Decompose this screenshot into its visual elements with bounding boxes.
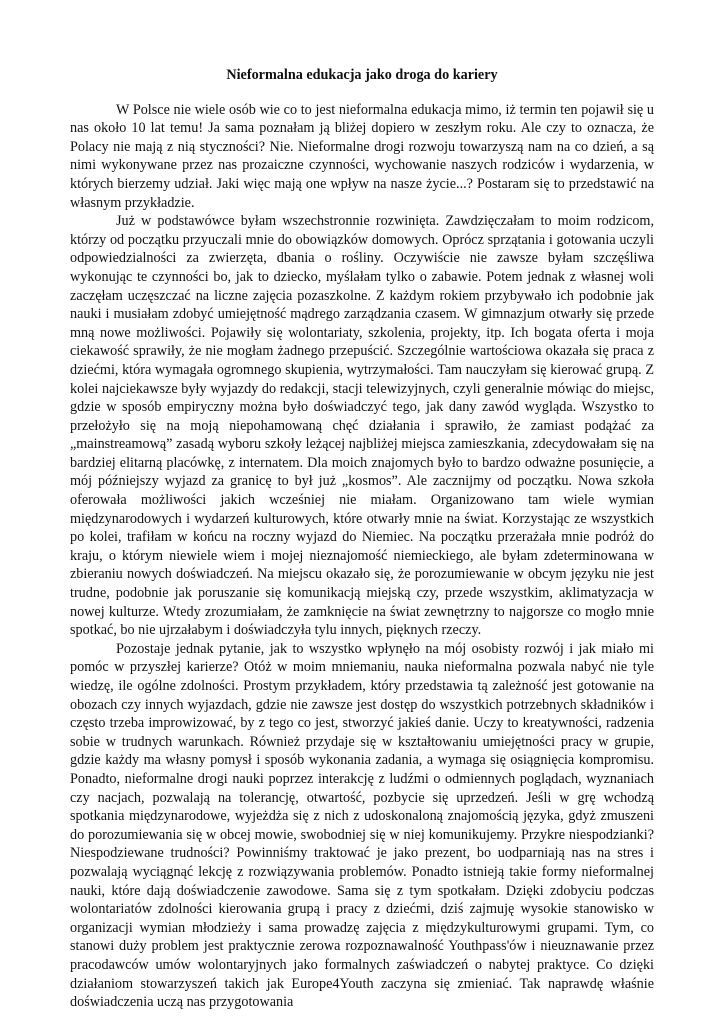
- document-body: [70, 66, 654, 1012]
- paragraph-reflection: Pozostaje jednak pytanie, jak to wszystko wpłynęło na mój osobisty rozwój i jak miało mi pomóc w przyszłej karierze? Otóż w moim mniemaniu, nauka nieformalna pozwala nabyć nie tyle wiedzę, ile ogólne zdolności. Prostym przykładem, który przedstawia tą zależność jest gotowanie na obozach czy innych wyjazdach, gdzie nie zawsze jest dostęp do wszystkich potrzebnych składników i często trzeba improwizować, by z tego co jest, stworzyć jakieś danie. Uczy to kreatywności, radzenia sobie w trudnych warunkach. Również przydaje się w kształtowaniu umiejętności pracy w grupie, gdzie każdy ma własny pomysł i sposób wykonania zadania, a wymaga się osiągnięcia kompromisu. Ponadto, nieformalne drogi nauki poprzez interakcję z ludźmi o odmiennych poglądach, wyznaniach czy nacjach, pozwalają na tolerancję, otwartość, pozbycie się uprzedzeń. Jeśli w grę wchodzą spotkania międzynarodowe, wyjeżdża się z nich z udoskonaloną znajomością języka, gdyż zmuszeni do porozumiewania się w obcej mowie, swobodniej się w niej komunikujemy. Przykre niespodzianki? Niespodziewane trudności? Powinniśmy traktować je jako prezent, bo uodparniają nas na stres i pozwalają wyciągnąć lekcję z rozwiązywania problemów. Ponadto istnieją takie formy nieformalnej nauki, które dają doświadczenie zawodowe. Sama się z tym spotkałam. Dzięki zdobyciu podczas wolontariatów zdolności kierowania grupą i pracy z dziećmi, dziś zajmuję wysokie stanowisko w organizacji wymian młodzieży i sama prowadzę zajęcia z międzykulturowymi grupami. Tym, co stanowi duży problem jest praktycznie zerowa rozpoznawalność Youthpass'ów i nieuznawanie przez pracodawców umów wolontaryjnych jako formalnych zaświadczeń o nabytej praktyce. Co dzięki działaniom stowarzyszeń takich jak Europe4Youth zaczyna się zmieniać. Tak naprawdę właśnie doświadczenia uczą nas przygotowania: [70, 640, 654, 1011]
- paragraph-intro: W Polsce nie wiele osób wie co to jest nieformalna edukacja mimo, iż termin ten pojawił się u nas około 10 lat temu! Ja sama poznałam ją bliżej dopiero w zeszłym roku. Ale czy to oznacza, że Polacy nie mają z nią styczności? Nie. Nieformalne drogi rozwoju towarzyszą nam na co dzień, a są nimi wykonywane przez nas prozaiczne czynności, wychowanie naszych rodziców i wydarzenia, w których bierzemy udział. Jaki więc mają one wpływ na nasze życie...? Postaram się to przedstawić na własnym przykładzie.: [70, 101, 654, 211]
- document-title: Nieformalna edukacja jako droga do kariery: [226, 67, 498, 83]
- paragraph-experience: Już w podstawówce byłam wszechstronnie rozwinięta. Zawdzięczałam to moim rodzicom, którzy od początku przyuczali mnie do obowiązków domowych. Oprócz sprzątania i gotowania uczyli odpowiedzialności za zwierzęta, dbania o rośliny. Oczywiście nie zawsze byłam szczęśliwa wykonując te czynności bo, jak to dziecko, myślałam tylko o zabawie. Potem jednak z własnej woli zaczęłam uczęszczać na liczne zajęcia pozaszkolne. Z każdym rokiem przybywało ich podobnie jak nauki i musiałam zdobyć umiejętność mądrego zarządzania czasem. W gimnazjum otwarły się przede mną nowe możliwości. Pojawiły się wolontariaty, szkolenia, projekty, itp. Ich bogata oferta i moja ciekawość sprawiły, że nie mogłam żadnego przepuścić. Szczególnie wartościowa okazała się praca z dziećmi, która wymagała ogromnego skupienia, wytrzymałości. Tam nauczyłam się kierować grupą. Z kolei najciekawsze były wyjazdy do redakcji, stacji telewizyjnych, czyli generalnie mówiąc do miejsc, gdzie w sposób empiryczny można było doświadczyć tego, jak dany zawód wygląda. Wszystko to przełożyło się na moją niepohamowaną chęć działania i sprawiło, że zamiast podążać za „mainstreamową” zasadą wyboru szkoły leżącej najbliżej miejsca zamieszkania, zdecydowałam się na bardziej elitarną placówkę, z internatem. Dla moich znajomych było to bardzo odważne posunięcie, a mój późniejszy wyjazd za granicę to był już „kosmos”. Ale zacznijmy od początku. Nowa szkoła oferowała możliwości jakich wcześniej nie miałam. Organizowano tam wiele wymian międzynarodowych i wydarzeń kulturowych, które otwarły mnie na świat. Korzystając ze wszystkich po kolei, trafiłam w końcu na roczny wyjazd do Niemiec. Na początku przerażała mnie podróż do kraju, o którym niewiele wiem i mojej nieznajomość niemieckiego, ale byłam zdeterminowana w zbieraniu nowych doświadczeń. Na miejscu okazało się, że porozumiewanie w obcym języku nie jest trudne, podobnie jak poruszanie się komunikacją miejską czy, przede wszystkim, aklimatyzacja w nowej kulturze. Wtedy zrozumiałam, że zamknięcie na świat zewnętrzny to najgorsze co mogło mnie spotkać, bo nie ujrzałabym i doświadczyła tylu innych, pięknych rzeczy.: [70, 213, 654, 639]
